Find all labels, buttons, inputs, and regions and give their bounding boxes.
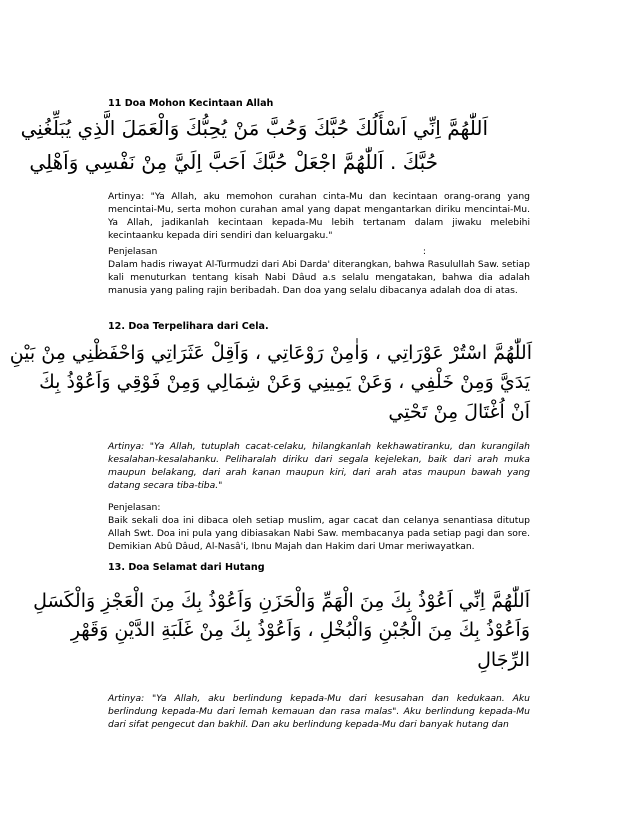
section-13-arabic-line-2: وَاَعُوْذُ بِكَ مِنَ الْجُبْنِ وَالْبُخْلِ ، وَاَعُوْذُ بِكَ مِنْ غَلَبَةِ الدَّيْنِ وَقَهْرِ bbox=[70, 619, 530, 641]
section-12-translation: Artinya: "Ya Allah, tutuplah cacat-celaku, hilangkanlah kekhawatiranku, dan kurangilah kesalahan-kesalahanku. Peliharalah diriku dari segala kejelekan, baik dari arah muka maupun belakang, dari arah kanan maupun kiri, dari arah atas maupun bawah yang datang secara tiba-tiba." bbox=[108, 441, 530, 491]
section-12-explanation: Baik sekali doa ini dibaca oleh setiap muslim, agar cacat dan celanya senantiasa ditutup Allah Swt. Doa ini pula yang dibiasakan Nabi Saw. membacanya pada setiap pagi dan sore. Demikian Abû Dâud, Al-Nasâ'i, Ibnu Majah dan Hakim dari Umar meriwayatkan. bbox=[108, 515, 530, 552]
section-11-explanation-colon: : bbox=[422, 246, 426, 257]
section-12-explanation-label: Penjelasan: bbox=[108, 502, 161, 513]
section-11-arabic-line-2: حُبَّكَ . اَللّٰهُمَّ اجْعَلْ حُبَّكَ اَحَبَّ اِلَيَّ مِنْ نَفْسِي وَاَهْلِي bbox=[29, 150, 438, 174]
section-12-arabic-line-2: يَدَيَّ وَمِنْ خَلْفِي ، وَعَنْ يَمِينِي وَعَنْ شِمَالِي وَمِنْ فَوْقِي وَاَعُوْذُ بِكَ bbox=[39, 371, 530, 393]
section-11-explanation: Dalam hadis riwayat Al-Turmudzi dari Abi Darda' diterangkan, bahwa Rasulullah Saw. setiap kali menuturkan tentang kisah Nabi Dâud a.s selalu mengatakan, bahwa dia adalah manusia yang paling rajin beribadah. Dan doa yang selalu dibacanya adalah doa di atas. bbox=[108, 259, 530, 296]
section-12-arabic-line-3: اَنْ اُغْتَالَ مِنْ تَحْتِي bbox=[388, 401, 530, 423]
section-11-heading: 11 Doa Mohon Kecintaan Allah bbox=[108, 98, 274, 109]
section-12-arabic-line-1: اَللّٰهُمَّ اسْتُرْ عَوْرَاتِي ، وَاٰمِنْ رَوْعَاتِي ، وَاَقِلْ عَثَرَاتِي وَاحْفَظْنِي مِنْ بَيْنِ bbox=[9, 342, 532, 364]
section-11-translation: Artinya: "Ya Allah, aku memohon curahan cinta-Mu dan kecintaan orang-orang yang mencintai-Mu, serta mohon curahan amal yang dapat mengantarkan diriku mencintai-Mu. Ya Allah, jadikanlah kecintaan kepada-Mu lebih tertanam dalam jiwaku melebihi kecintaanku kepada diri sendiri dan keluargaku." bbox=[108, 191, 530, 241]
section-12-heading: 12. Doa Terpelihara dari Cela. bbox=[108, 321, 269, 332]
section-13-arabic-line-3: الرِّجَالِ bbox=[477, 649, 530, 671]
section-13-heading: 13. Doa Selamat dari Hutang bbox=[108, 562, 265, 573]
section-13-arabic-line-1: اَللّٰهُمَّ اِنِّي اَعُوْذُ بِكَ مِنَ الْهَمِّ وَالْحَزَنِ وَاَعُوْذُ بِكَ مِنَ الْعَجْزِ وَالْكَسَلِ bbox=[33, 590, 530, 612]
section-11-explanation-label: Penjelasan bbox=[108, 246, 158, 257]
section-11-explanation-label-row bbox=[108, 245, 530, 258]
section-11-arabic-line-1: اَللّٰهُمَّ اِنِّي اَسْأَلُكَ حُبَّكَ وَحُبَّ مَنْ يُحِبُّكَ وَالْعَمَلَ الَّذِي يُبَلِّغُنِي bbox=[20, 116, 488, 140]
section-13-translation: Artinya: "Ya Allah, aku berlindung kepada-Mu dari kesusahan dan kedukaan. Aku berlindung kepada-Mu dari lemah kemauan dan rasa malas". Aku berlindung kepada-Mu dari sifat pengecut dan bakhil. Dan aku berlindung kepada-Mu dari banyak hutang dan bbox=[108, 693, 530, 730]
